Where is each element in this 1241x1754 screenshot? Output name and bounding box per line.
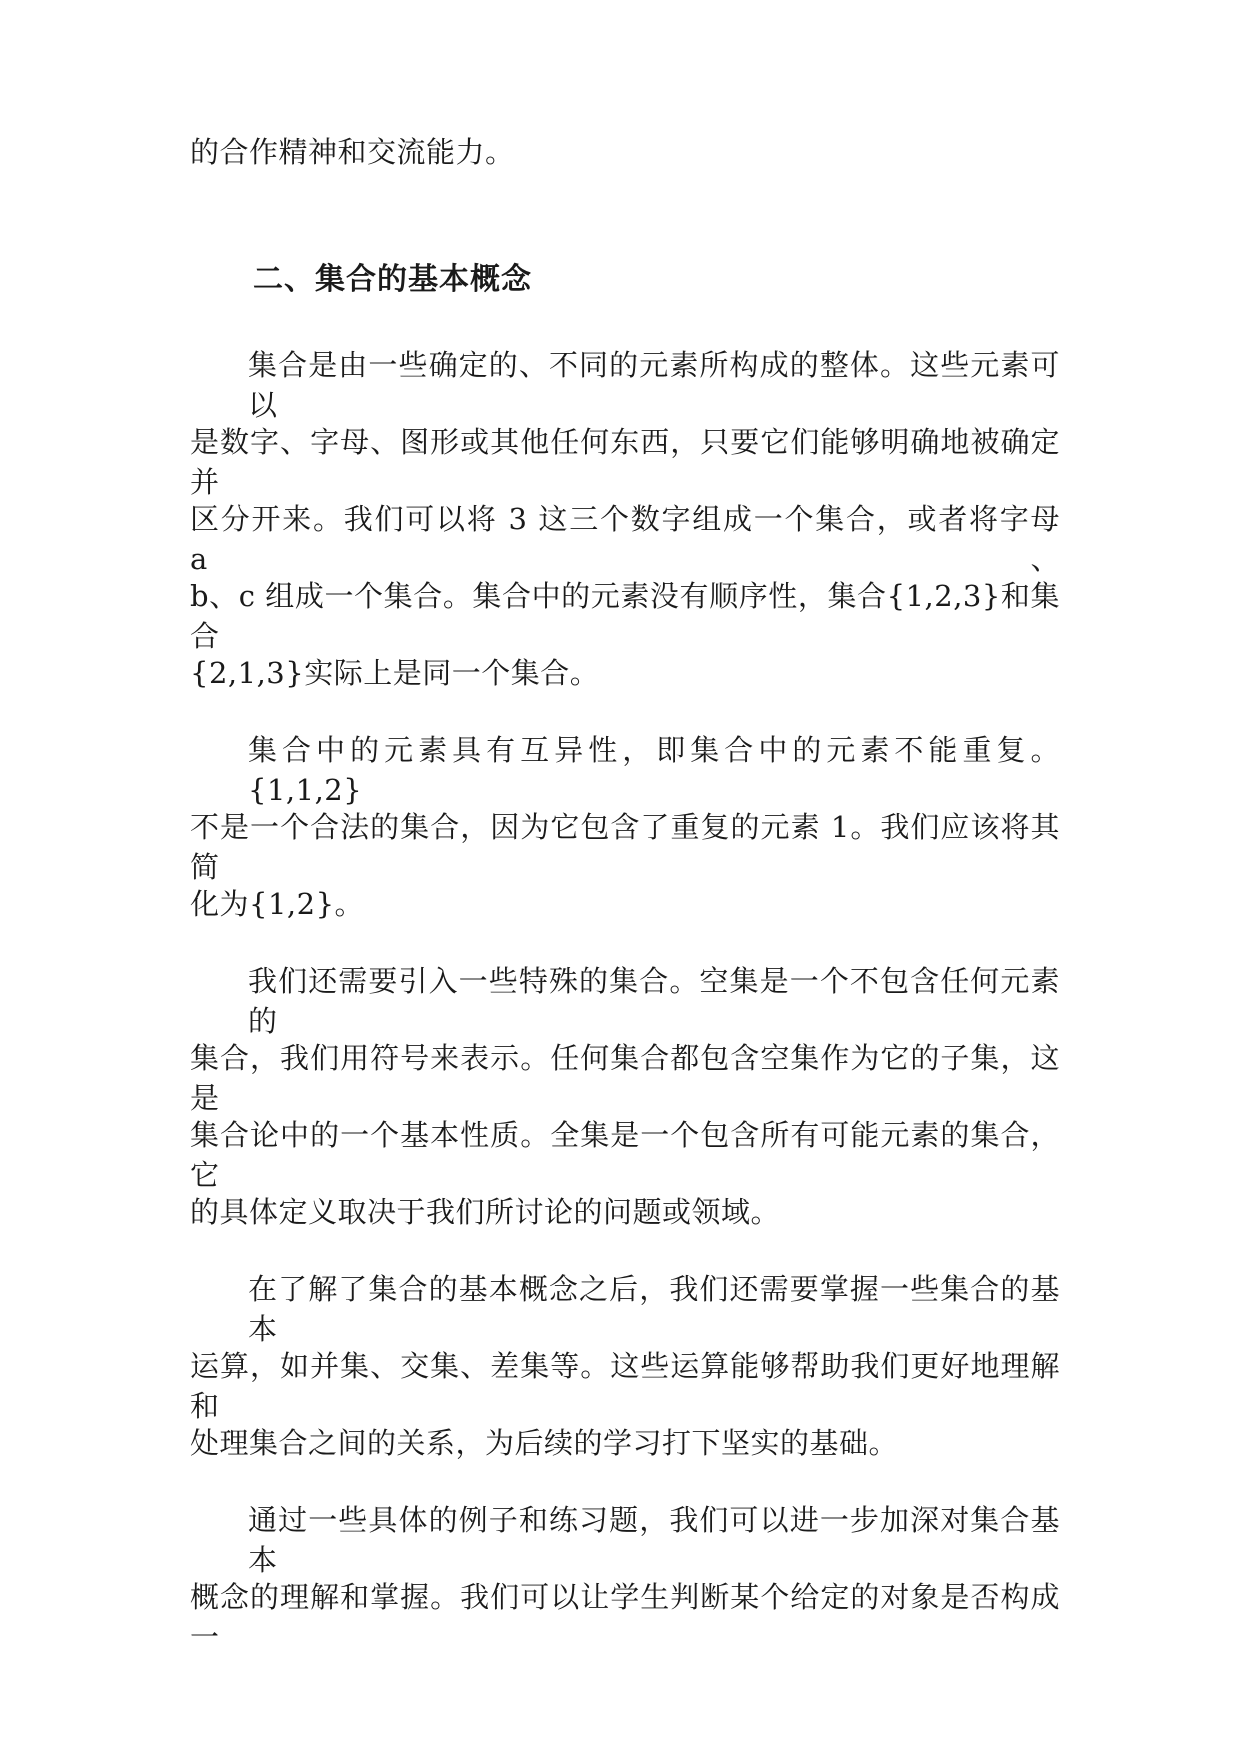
paragraph-line: 区分开来。我们可以将 3 这三个数字组成一个集合，或者将字母 a、 xyxy=(190,502,1060,576)
paragraph-line: 处理集合之间的关系，为后续的学习打下坚实的基础。 xyxy=(190,1426,899,1460)
section-heading: 二、集合的基本概念 xyxy=(253,262,532,297)
paragraph-line: 集合中的元素具有互异性，即集合中的元素不能重复。{1,1,2} xyxy=(248,733,1060,807)
paragraph-line: 集合论中的一个基本性质。全集是一个包含所有可能元素的集合，它 xyxy=(190,1118,1060,1192)
paragraph-line: 概念的理解和掌握。我们可以让学生判断某个给定的对象是否构成一 xyxy=(190,1580,1060,1654)
paragraph-line: b、c 组成一个集合。集合中的元素没有顺序性，集合{1,2,3}和集合 xyxy=(190,579,1060,653)
paragraph-line: 是数字、字母、图形或其他任何东西，只要它们能够明确地被确定并 xyxy=(190,425,1060,499)
paragraph-line: 我们还需要引入一些特殊的集合。空集是一个不包含任何元素的 xyxy=(248,964,1060,1038)
paragraph-line: 在了解了集合的基本概念之后，我们还需要掌握一些集合的基本 xyxy=(248,1272,1060,1346)
paragraph-line: 通过一些具体的例子和练习题，我们可以进一步加深对集合基本 xyxy=(248,1503,1060,1577)
paragraph-line: 的具体定义取决于我们所讨论的问题或领域。 xyxy=(190,1195,781,1229)
paragraph-line: {2,1,3}实际上是同一个集合。 xyxy=(190,656,600,690)
carryover-line: 的合作精神和交流能力。 xyxy=(190,135,515,169)
paragraph-line: 集合是由一些确定的、不同的元素所构成的整体。这些元素可以 xyxy=(248,348,1060,422)
paragraph-line: 不是一个合法的集合，因为它包含了重复的元素 1。我们应该将其简 xyxy=(190,810,1060,884)
paragraph-line: 化为{1,2}。 xyxy=(190,887,365,921)
paragraph-line: 集合，我们用符号来表示。任何集合都包含空集作为它的子集，这是 xyxy=(190,1041,1060,1115)
paragraph-line: 运算，如并集、交集、差集等。这些运算能够帮助我们更好地理解和 xyxy=(190,1349,1060,1423)
